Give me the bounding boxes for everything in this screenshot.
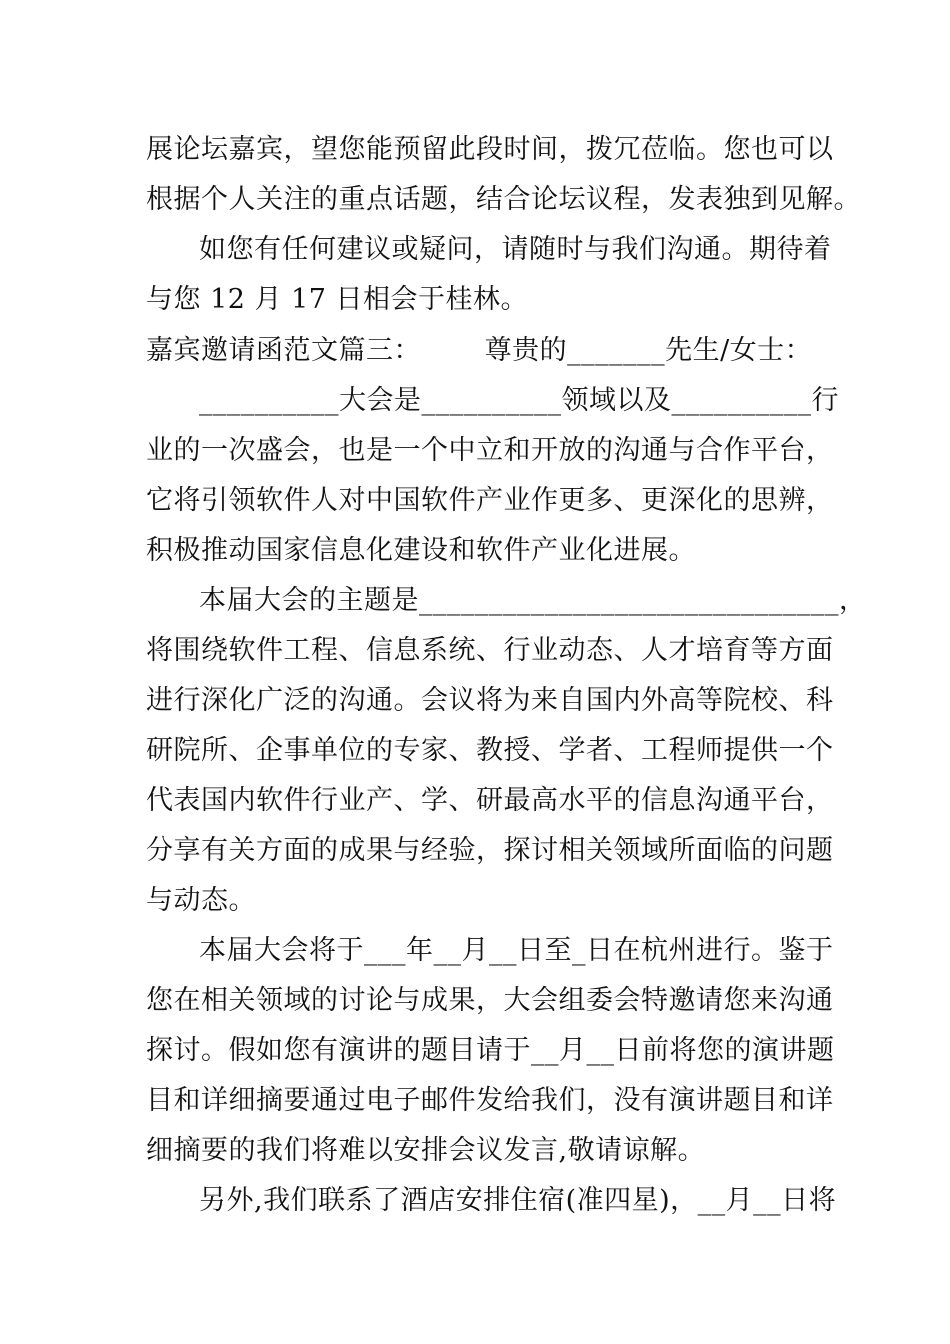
text-line: 根据个人关注的重点话题，结合论坛议程，发表独到见解。 <box>146 184 861 215</box>
text-line: 代表国内软件行业产、学、研最高水平的信息沟通平台， <box>146 785 834 816</box>
text-line: __________大会是__________领域以及__________行 <box>199 385 839 416</box>
text-line: 细摘要的我们将难以安排会议发言,敬请谅解。 <box>146 1135 706 1166</box>
text-line: 与动态。 <box>146 885 256 916</box>
text-line: 探讨。假如您有演讲的题目请于__月__日前将您的演讲题 <box>146 1035 835 1066</box>
text-line: 另外,我们联系了酒店安排住宿(准四星)，__月__日将 <box>199 1185 837 1216</box>
text-line: 研院所、企事单位的专家、教授、学者、工程师提供一个 <box>146 735 834 766</box>
text-line: 展论坛嘉宾，望您能预留此段时间，拨冗莅临。您也可以 <box>146 134 834 165</box>
text-line: 本届大会的主题是______________________________， <box>199 585 867 616</box>
text-line: 分享有关方面的成果与经验，探讨相关领域所面临的问题 <box>146 835 834 866</box>
section-heading-line: 嘉宾邀请函范文篇三： 尊贵的_______先生/女士： <box>146 335 813 366</box>
text-line: 将围绕软件工程、信息系统、行业动态、人才培育等方面 <box>146 635 834 666</box>
text-line: 您在相关领域的讨论与成果，大会组委会特邀请您来沟通 <box>146 985 834 1016</box>
text-line: 它将引领软件人对中国软件产业作更多、更深化的思辨， <box>146 485 834 516</box>
text-line: 本届大会将于___年__月__日至_日在杭州进行。鉴于 <box>199 935 834 966</box>
text-line: 与您 12 月 17 日相会于桂林。 <box>146 284 529 315</box>
text-line: 如您有任何建议或疑问，请随时与我们沟通。期待着 <box>199 234 832 265</box>
text-line: 积极推动国家信息化建设和软件产业化进展。 <box>146 535 696 566</box>
text-line: 业的一次盛会，也是一个中立和开放的沟通与合作平台， <box>146 435 834 466</box>
text-line: 目和详细摘要通过电子邮件发给我们，没有演讲题目和详 <box>146 1085 834 1116</box>
text-line: 进行深化广泛的沟通。会议将为来自国内外高等院校、科 <box>146 685 834 716</box>
